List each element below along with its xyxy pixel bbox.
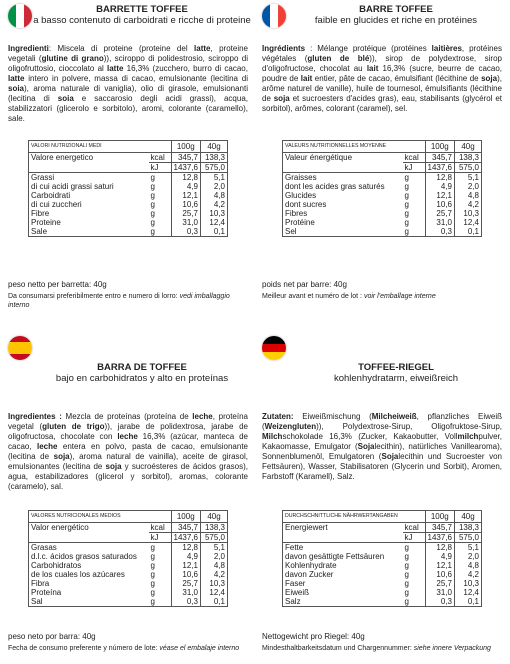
value-100g: 10,6 — [171, 570, 200, 579]
nutrient-label: Fette — [283, 543, 403, 553]
value-100g: 1437,6 — [425, 163, 454, 173]
value-40g: 4,2 — [455, 200, 482, 209]
france-flag-icon — [262, 4, 286, 28]
value-100g: 1437,6 — [171, 163, 200, 173]
value-40g: 4,2 — [201, 570, 228, 579]
nutrient-unit: g — [149, 597, 172, 607]
value-100g: 1437,6 — [171, 533, 200, 543]
product-title: BARRA DE TOFFEE — [97, 362, 187, 373]
value-40g: 5,1 — [455, 173, 482, 183]
ingredients-label: Ingredienti — [8, 44, 49, 53]
nutrient-label: di cui acidi grassi saturi — [29, 182, 149, 191]
energy-row — [283, 523, 482, 533]
value-40g: 138,3 — [201, 153, 228, 163]
value-100g: 0,3 — [171, 227, 200, 237]
value-100g: 4,9 — [171, 552, 200, 561]
product-subtitle: faible en glucides et riche en protéines — [314, 15, 478, 26]
value-40g: 138,3 — [201, 523, 228, 533]
ingredients-label: Zutaten: — [262, 412, 294, 421]
value-40g: 10,3 — [455, 579, 482, 588]
col-100g: 100g — [425, 511, 454, 523]
nutrient-unit: kcal — [403, 153, 426, 163]
nutrient-row — [283, 552, 482, 561]
nutrient-row — [283, 561, 482, 570]
nutrient-row — [29, 191, 228, 200]
nutrient-unit: g — [149, 200, 172, 209]
value-100g: 0,3 — [425, 227, 454, 237]
value-100g: 4,9 — [171, 182, 200, 191]
value-100g: 345,7 — [171, 523, 200, 533]
nutrient-label: Graisses — [283, 173, 403, 183]
nutrient-label: Proteine — [29, 218, 149, 227]
nutrient-label: d.l.c. ácidos grasos saturados — [29, 552, 149, 561]
value-100g: 12,1 — [171, 191, 200, 200]
nutrient-unit: g — [403, 561, 426, 570]
col-100g: 100g — [171, 141, 200, 153]
nutrient-unit: g — [149, 561, 172, 570]
nutrient-unit: g — [149, 191, 172, 200]
nutrient-unit: g — [149, 209, 172, 218]
nutrient-label: Valore energetico — [29, 153, 149, 173]
nutrient-unit: g — [403, 597, 426, 607]
ingredients-text — [8, 412, 248, 492]
value-100g: 10,6 — [171, 200, 200, 209]
value-40g: 575,0 — [455, 163, 482, 173]
nutrient-unit: g — [403, 570, 426, 579]
ingredients-body: Mezcla de proteínas (proteína de leche, proteína vegetal (gluten de trigo)), jarabe de polidextrosa, jarabe de oligofructosa, chocolate con leche 16,3% (azúcar, manteca de cacao, leche entera en polvo, pasta de cacao, emulsionante (lecitina de soja), aroma natural de vainilla), aceite de girasol, emulsionantes (lecitina de soja y sucroésteres de ácidos grasos), agua, estabilizadores (glicerol y sorbitol), aromas, colorante (caramelo), sal. — [8, 412, 249, 491]
label-italian — [4, 0, 252, 332]
value-40g: 5,1 — [201, 173, 228, 183]
table-header-label: DURCHSCHNITTLICHE NÄHRWERTANGABEN — [283, 511, 426, 523]
ingredients-text — [8, 44, 248, 124]
value-40g: 138,3 — [455, 153, 482, 163]
nutrient-unit: g — [149, 552, 172, 561]
col-40g: 40g — [201, 511, 228, 523]
value-100g: 1437,6 — [425, 533, 454, 543]
nutrient-label: Valor energético — [29, 523, 149, 543]
nutrient-unit: g — [149, 218, 172, 227]
nutrient-row — [29, 561, 228, 570]
value-40g: 0,1 — [455, 597, 482, 607]
nutrient-row — [29, 173, 228, 183]
net-weight: Nettogewicht pro Riegel: 40g — [262, 632, 365, 641]
value-40g: 2,0 — [201, 182, 228, 191]
value-100g: 4,9 — [425, 552, 454, 561]
nutrient-unit: g — [403, 588, 426, 597]
nutrient-label: Proteína — [29, 588, 149, 597]
nutrient-row — [283, 182, 482, 191]
value-40g: 575,0 — [455, 533, 482, 543]
nutrient-label: Kohlenhydrate — [283, 561, 403, 570]
table-header-label: VALORES NUTRICIONALES MEDIOS — [29, 511, 172, 523]
nutrient-row — [283, 543, 482, 553]
value-100g: 10,6 — [425, 200, 454, 209]
nutrient-unit: g — [403, 173, 426, 183]
nutrient-row — [29, 182, 228, 191]
value-100g: 4,9 — [425, 182, 454, 191]
nutrient-unit: g — [149, 182, 172, 191]
nutrition-table — [282, 510, 482, 607]
value-100g: 25,7 — [171, 209, 200, 218]
energy-row — [29, 523, 228, 533]
nutrient-label: dont sucres — [283, 200, 403, 209]
value-40g: 4,8 — [455, 561, 482, 570]
nutrient-label: Faser — [283, 579, 403, 588]
value-40g: 0,1 — [201, 597, 228, 607]
value-40g: 575,0 — [201, 533, 228, 543]
nutrient-unit: kcal — [403, 523, 426, 533]
value-100g: 345,7 — [171, 153, 200, 163]
col-40g: 40g — [201, 141, 228, 153]
value-40g: 138,3 — [455, 523, 482, 533]
table-header-row — [29, 511, 228, 523]
nutrient-unit: g — [403, 182, 426, 191]
nutrient-unit: kcal — [149, 523, 172, 533]
nutrient-label: Sale — [29, 227, 149, 237]
nutrient-label: davon gesättigte Fettsäuren — [283, 552, 403, 561]
nutrient-unit: g — [403, 209, 426, 218]
nutrient-row — [29, 227, 228, 237]
table-header-label: VALEURS NUTRITIONNELLES MOYENNE — [283, 141, 426, 153]
nutrition-table — [282, 140, 482, 237]
nutrient-row — [29, 579, 228, 588]
nutrient-row — [29, 588, 228, 597]
title-block — [286, 4, 506, 26]
nutrient-row — [283, 579, 482, 588]
table-header-label: VALORI NUTRIZIONALI MEDI — [29, 141, 172, 153]
nutrient-unit: kJ — [149, 163, 172, 173]
value-100g: 12,1 — [171, 561, 200, 570]
value-40g: 4,2 — [201, 200, 228, 209]
nutrient-row — [283, 570, 482, 579]
value-40g: 4,8 — [201, 561, 228, 570]
nutrient-unit: g — [403, 543, 426, 553]
nutrient-row — [29, 218, 228, 227]
product-title: BARRETTE TOFFEE — [96, 4, 188, 15]
nutrient-row — [283, 588, 482, 597]
value-40g: 10,3 — [455, 209, 482, 218]
title-block — [286, 362, 506, 384]
nutrient-label: Fibres — [283, 209, 403, 218]
value-100g: 31,0 — [425, 218, 454, 227]
nutrient-row — [283, 200, 482, 209]
ingredients-body: : Mélange protéique (protéines laitières, protéines végétales (gluten de blé)), sirop de polydextrose, sirop d'oligofructose, chocolat au lait 16,3% (sucre, beurre de cacao, poudre de lait entier, pâte de cacao, émulsifiant (lécithine de soja), arôme naturel de vanille), huile de tournesol, émulsifiants (lécithine de soja et sucroesters d'acides gras), eau, stabilisants (glycérol et sorbitol), arômes, colorant (caramel), sel. — [262, 44, 503, 113]
nutrition-table — [28, 510, 228, 607]
net-weight: poids net par barre: 40g — [262, 280, 347, 289]
value-40g: 12,4 — [455, 218, 482, 227]
italy-flag-icon — [8, 4, 32, 28]
value-40g: 0,1 — [455, 227, 482, 237]
best-before-note: Mindesthaltbarkeitsdatum und Chargennummer: siehe innere Verpackung — [262, 645, 491, 652]
nutrient-unit: kJ — [403, 533, 426, 543]
value-100g: 12,1 — [425, 191, 454, 200]
value-100g: 12,1 — [425, 561, 454, 570]
col-100g: 100g — [171, 511, 200, 523]
net-weight: peso netto per barretta: 40g — [8, 280, 107, 289]
value-100g: 12,8 — [425, 173, 454, 183]
nutrition-table — [28, 140, 228, 237]
title-block — [32, 4, 252, 26]
energy-row — [283, 153, 482, 163]
nutrient-row — [29, 570, 228, 579]
best-before-note: Da consumarsi preferibilmente entro e numero di lorro: vedi imballaggio interno — [8, 293, 230, 309]
label-german — [258, 332, 506, 664]
nutrient-row — [29, 200, 228, 209]
net-weight: peso neto por barra: 40g — [8, 632, 96, 641]
value-40g: 5,1 — [201, 543, 228, 553]
nutrient-label: davon Zucker — [283, 570, 403, 579]
table-header-row — [283, 141, 482, 153]
value-100g: 0,3 — [171, 597, 200, 607]
nutrient-row — [29, 543, 228, 553]
col-40g: 40g — [455, 141, 482, 153]
nutrient-unit: g — [403, 191, 426, 200]
nutrient-unit: g — [403, 552, 426, 561]
nutrient-unit: kJ — [149, 533, 172, 543]
col-40g: 40g — [455, 511, 482, 523]
nutrient-row — [29, 552, 228, 561]
ingredients-label: Ingrédients — [262, 44, 306, 53]
nutrient-label: Grasas — [29, 543, 149, 553]
value-40g: 4,8 — [455, 191, 482, 200]
nutrient-label: de los cuales los azúcares — [29, 570, 149, 579]
value-40g: 0,1 — [201, 227, 228, 237]
nutrient-label: Valeur énergétique — [283, 153, 403, 173]
nutrient-unit: g — [149, 570, 172, 579]
value-100g: 345,7 — [425, 523, 454, 533]
nutrient-unit: kcal — [149, 153, 172, 163]
nutrient-label: Fibra — [29, 579, 149, 588]
value-40g: 12,4 — [201, 218, 228, 227]
ingredients-body: : Miscela di proteine (proteine del latte, proteine vegetali (glutine di grano)), sciroppo di polidestrosio, sciroppo di oligofruttosio, cioccolato al latte 16,3% (zucchero, burro di cacao, latte intero in polvere, massa di cacao, emulsionante (lecitina di soia), aroma naturale di vaniglia), olio di girasole, emulsionanti (lecitina di soia e saccarosio degli acidi grassi), acqua, stabilizzatori (glicerolo e sorbitolo), aromi, colorante (caramello), sale. — [8, 44, 249, 123]
nutrient-unit: g — [149, 543, 172, 553]
nutrient-row — [283, 597, 482, 607]
germany-flag-icon — [262, 336, 286, 360]
value-100g: 12,8 — [171, 173, 200, 183]
nutrient-unit: g — [149, 227, 172, 237]
value-40g: 10,3 — [201, 579, 228, 588]
nutrient-unit: g — [403, 579, 426, 588]
nutrient-unit: g — [403, 218, 426, 227]
nutrient-label: di cui zuccheri — [29, 200, 149, 209]
value-100g: 10,6 — [425, 570, 454, 579]
nutrient-unit: g — [403, 227, 426, 237]
nutrient-unit: g — [149, 173, 172, 183]
nutrient-unit: g — [403, 200, 426, 209]
ingredients-text — [262, 412, 502, 482]
nutrient-unit: g — [149, 588, 172, 597]
value-100g: 31,0 — [171, 588, 200, 597]
nutrient-label: Carboidrati — [29, 191, 149, 200]
nutrient-row — [29, 209, 228, 218]
nutrient-label: Eiweiß — [283, 588, 403, 597]
nutrient-row — [283, 218, 482, 227]
value-40g: 575,0 — [201, 163, 228, 173]
nutrient-label: dont les acides gras saturés — [283, 182, 403, 191]
nutrient-label: Fibre — [29, 209, 149, 218]
value-100g: 31,0 — [171, 218, 200, 227]
label-french — [258, 0, 506, 332]
value-100g: 25,7 — [425, 209, 454, 218]
nutrient-row — [283, 191, 482, 200]
title-block — [32, 362, 252, 384]
value-40g: 2,0 — [455, 182, 482, 191]
value-100g: 12,8 — [171, 543, 200, 553]
nutrient-label: Glucides — [283, 191, 403, 200]
product-title: BARRE TOFFEE — [359, 4, 433, 15]
nutrient-label: Salz — [283, 597, 403, 607]
value-40g: 5,1 — [455, 543, 482, 553]
value-40g: 12,4 — [201, 588, 228, 597]
value-40g: 4,8 — [201, 191, 228, 200]
nutrient-row — [283, 173, 482, 183]
value-100g: 0,3 — [425, 597, 454, 607]
nutrient-label: Carbohidratos — [29, 561, 149, 570]
energy-row — [29, 153, 228, 163]
spain-flag-icon — [8, 336, 32, 360]
nutrient-row — [283, 227, 482, 237]
table-header-row — [29, 141, 228, 153]
product-title: TOFFEE-RIEGEL — [358, 362, 434, 373]
value-100g: 25,7 — [425, 579, 454, 588]
value-100g: 25,7 — [171, 579, 200, 588]
ingredients-body: Eiweißmischung (Milcheiweiß, pflanzliches Eiweiß (Weizengluten)), Polydextrose-Sirup, Oligofruktose-Sirup, Milchschokolade 16,3% (Zucker, Kakaobutter, Vollmilchpulver, Kakaomasse, Emulgator (Sojalecithin), natürliches Vanillearoma), Sonnenblumenöl, Emulgatoren (Sojalecithin und Sucroester von Fettsäuren), Wasser, Stabilisatoren (Glycerin und Sorbit), Aromen, Farbstoff (Karamell), Salz. — [262, 412, 502, 481]
ingredients-text — [262, 44, 502, 114]
nutrient-label: Protéine — [283, 218, 403, 227]
value-100g: 12,8 — [425, 543, 454, 553]
product-subtitle: kohlenhydratarm, eiweißreich — [333, 373, 459, 384]
value-40g: 2,0 — [201, 552, 228, 561]
label-spanish — [4, 332, 252, 664]
value-40g: 10,3 — [201, 209, 228, 218]
best-before-note: Fecha de consumo preferente y número de lote: véase el embalaje interno — [8, 645, 240, 652]
product-subtitle: bajo en carbohidratos y alto en proteínas — [55, 373, 229, 384]
nutrient-label: Sal — [29, 597, 149, 607]
ingredients-label: Ingredientes : — [8, 412, 62, 421]
nutrient-label: Sel — [283, 227, 403, 237]
table-header-row — [283, 511, 482, 523]
value-40g: 4,2 — [455, 570, 482, 579]
value-40g: 2,0 — [455, 552, 482, 561]
best-before-note: Meilleur avant et numéro de lot : voir l'emballage interne — [262, 293, 436, 300]
col-100g: 100g — [425, 141, 454, 153]
nutrient-label: Grassi — [29, 173, 149, 183]
value-100g: 345,7 — [425, 153, 454, 163]
nutrient-label: Energiewert — [283, 523, 403, 543]
value-40g: 12,4 — [455, 588, 482, 597]
nutrient-unit: g — [149, 579, 172, 588]
value-100g: 31,0 — [425, 588, 454, 597]
nutrient-row — [283, 209, 482, 218]
nutrient-row — [29, 597, 228, 607]
nutrient-unit: kJ — [403, 163, 426, 173]
product-subtitle: a basso contenuto di carboidrati e ricche di proteine — [33, 15, 251, 26]
